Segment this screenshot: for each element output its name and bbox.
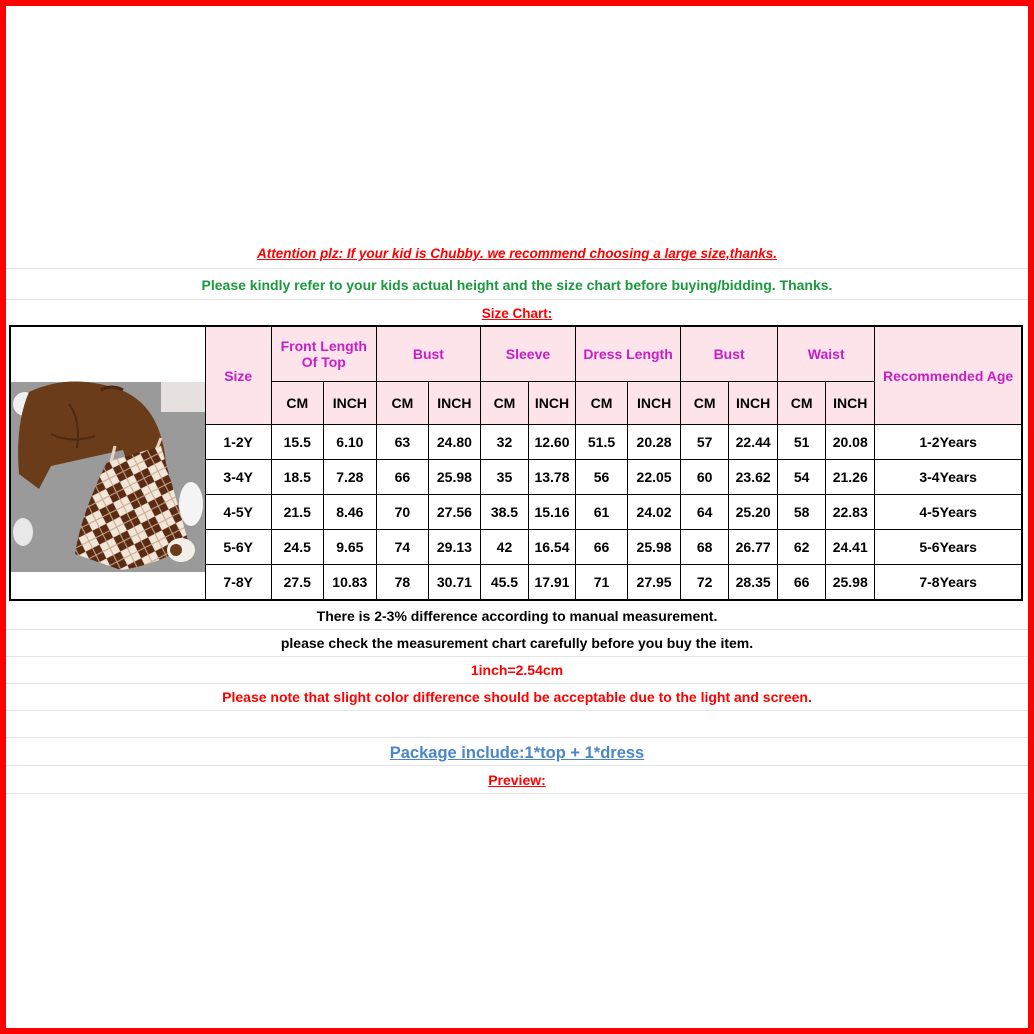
- table-cell: 57: [681, 425, 729, 460]
- table-cell: 7.28: [323, 460, 376, 495]
- table-cell: 22.44: [729, 425, 778, 460]
- table-cell: 16.54: [528, 530, 575, 565]
- table-cell: 7-8Y: [205, 565, 271, 601]
- table-cell: 21.5: [271, 495, 323, 530]
- header-waist: Waist: [778, 326, 875, 382]
- table-cell: 64: [681, 495, 729, 530]
- table-cell: 74: [376, 530, 428, 565]
- table-cell: 28.35: [729, 565, 778, 601]
- table-cell: 66: [376, 460, 428, 495]
- unit-cell: CM: [681, 382, 729, 425]
- table-cell: 8.46: [323, 495, 376, 530]
- unit-cell: INCH: [428, 382, 480, 425]
- table-cell: 1-2Years: [875, 425, 1022, 460]
- table-cell: 23.62: [729, 460, 778, 495]
- table-cell: 66: [576, 530, 628, 565]
- table-cell: 18.5: [271, 460, 323, 495]
- table-cell: 6.10: [323, 425, 376, 460]
- attention-note: Attention plz: If your kid is Chubby. we recommend choosing a large size,thanks.: [6, 244, 1028, 269]
- table-cell: 72: [681, 565, 729, 601]
- table-cell: 5-6Years: [875, 530, 1022, 565]
- table-cell: 27.5: [271, 565, 323, 601]
- header-bust: Bust: [376, 326, 480, 382]
- table-cell: 22.05: [628, 460, 681, 495]
- table-cell: 24.41: [826, 530, 875, 565]
- unit-cell: CM: [376, 382, 428, 425]
- table-cell: 22.83: [826, 495, 875, 530]
- table-cell: 7-8Years: [875, 565, 1022, 601]
- table-cell: 13.78: [528, 460, 575, 495]
- table-cell: 15.16: [528, 495, 575, 530]
- preview-label: Preview:: [6, 768, 1028, 794]
- table-cell: 38.5: [480, 495, 528, 530]
- table-cell: 71: [576, 565, 628, 601]
- table-cell: 70: [376, 495, 428, 530]
- table-cell: 51: [778, 425, 826, 460]
- measurement-difference-note: There is 2-3% difference according to manual measurement.: [6, 604, 1028, 630]
- product-photo: [11, 354, 205, 572]
- table-cell: 4-5Years: [875, 495, 1022, 530]
- table-cell: 61: [576, 495, 628, 530]
- table-cell: 66: [778, 565, 826, 601]
- table-cell: 62: [778, 530, 826, 565]
- table-cell: 42: [480, 530, 528, 565]
- package-include: Package include:1*top + 1*dress: [6, 740, 1028, 766]
- table-cell: 17.91: [528, 565, 575, 601]
- table-cell: 25.20: [729, 495, 778, 530]
- table-cell: 24.5: [271, 530, 323, 565]
- unit-cell: CM: [480, 382, 528, 425]
- table-cell: 29.13: [428, 530, 480, 565]
- size-chart-title: Size Chart:: [481, 306, 553, 321]
- table-cell: 63: [376, 425, 428, 460]
- table-cell: 12.60: [528, 425, 575, 460]
- product-photo-cell: [10, 326, 205, 600]
- table-cell: 24.80: [428, 425, 480, 460]
- table-cell: 27.95: [628, 565, 681, 601]
- table-cell: 27.56: [428, 495, 480, 530]
- unit-cell: INCH: [729, 382, 778, 425]
- table-cell: 25.98: [428, 460, 480, 495]
- header-size: Size: [205, 326, 271, 425]
- header-front-length: Front Length Of Top: [271, 326, 376, 382]
- table-cell: 25.98: [628, 530, 681, 565]
- unit-cell: INCH: [323, 382, 376, 425]
- table-cell: 32: [480, 425, 528, 460]
- table-cell: 30.71: [428, 565, 480, 601]
- table-cell: 68: [681, 530, 729, 565]
- table-cell: 4-5Y: [205, 495, 271, 530]
- blank-row: [6, 712, 1028, 738]
- size-chart-table: [9, 325, 1023, 601]
- table-cell: 24.02: [628, 495, 681, 530]
- table-cell: 58: [778, 495, 826, 530]
- table-cell: 51.5: [576, 425, 628, 460]
- table-cell: 26.77: [729, 530, 778, 565]
- unit-cell: CM: [778, 382, 826, 425]
- table-cell: 20.08: [826, 425, 875, 460]
- unit-cell: INCH: [528, 382, 575, 425]
- table-cell: 21.26: [826, 460, 875, 495]
- unit-cell: INCH: [826, 382, 875, 425]
- table-cell: 1-2Y: [205, 425, 271, 460]
- table-cell: 78: [376, 565, 428, 601]
- header-dress-length: Dress Length: [576, 326, 681, 382]
- table-cell: 3-4Y: [205, 460, 271, 495]
- table-cell: 54: [778, 460, 826, 495]
- table-cell: 10.83: [323, 565, 376, 601]
- table-cell: 45.5: [480, 565, 528, 601]
- table-cell: 20.28: [628, 425, 681, 460]
- table-cell: 56: [576, 460, 628, 495]
- unit-cell: CM: [576, 382, 628, 425]
- header-recommended-age: Recommended Age: [875, 326, 1022, 425]
- header-sleeve: Sleeve: [480, 326, 575, 382]
- unit-cell: CM: [271, 382, 323, 425]
- table-cell: 9.65: [323, 530, 376, 565]
- unit-cell: INCH: [628, 382, 681, 425]
- refer-note: Please kindly refer to your kids actual height and the size chart before buying/bidding. Thanks.: [6, 272, 1028, 300]
- check-chart-note: please check the measurement chart carefully before you buy the item.: [6, 631, 1028, 657]
- color-difference-note: Please note that slight color difference should be acceptable due to the light and screen.: [6, 685, 1028, 711]
- table-cell: 35: [480, 460, 528, 495]
- table-cell: 5-6Y: [205, 530, 271, 565]
- table-cell: 3-4Years: [875, 460, 1022, 495]
- inch-conversion-note: 1inch=2.54cm: [6, 658, 1028, 684]
- header-bust-2: Bust: [681, 326, 778, 382]
- table-cell: 15.5: [271, 425, 323, 460]
- table-cell: 25.98: [826, 565, 875, 601]
- table-cell: 60: [681, 460, 729, 495]
